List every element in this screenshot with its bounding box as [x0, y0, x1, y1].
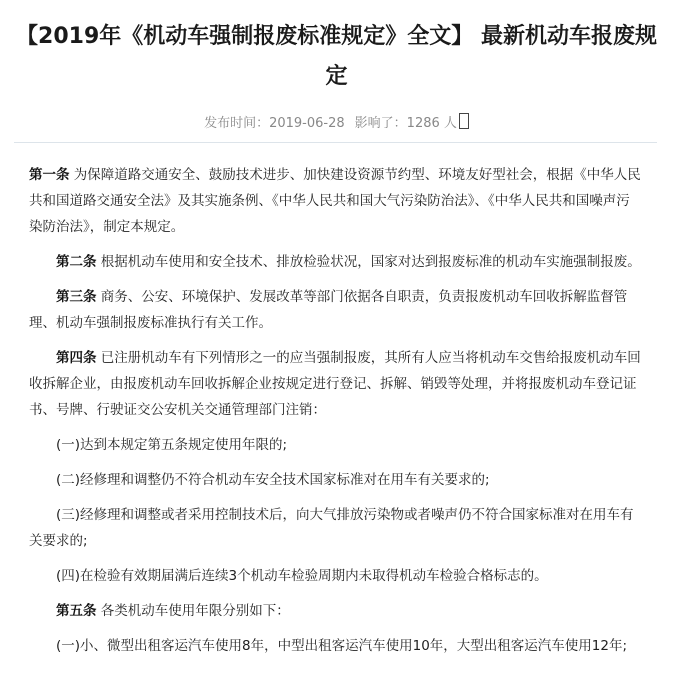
article-meta [0, 113, 673, 135]
article-paragraph [29, 633, 641, 659]
article-paragraph [29, 502, 641, 554]
article-paragraph [29, 249, 641, 275]
article-body [29, 162, 641, 668]
article-paragraph [29, 598, 641, 624]
clause-lead: 第一条 [29, 167, 70, 183]
article-paragraph [29, 284, 641, 336]
views-unit: 人 [439, 116, 457, 131]
clause-text: (三)经修理和调整或者采用控制技术后，向大气排放污染物或者噪声仍不符合国家标准对在用车有关要求的; [29, 507, 634, 549]
article-paragraph [29, 563, 641, 589]
clause-text: 各类机动车使用年限分别如下： [96, 603, 290, 619]
clause-lead: 第五条 [56, 603, 97, 619]
publish-time-label: 发布时间： [204, 116, 270, 131]
views-count: 1286 [406, 116, 440, 131]
box-icon [459, 113, 469, 129]
views-label: 影响了： [354, 116, 407, 131]
clause-lead: 第四条 [56, 350, 97, 366]
clause-text: 商务、公安、环境保护、发展改革等部门依据各自职责，负责报废机动车回收拆解监督管理、机动车强制报废标准执行有关工作。 [29, 289, 628, 331]
clause-text: (四)在检验有效期届满后连续3个机动车检验周期内未取得机动车检验合格标志的。 [56, 568, 548, 584]
article-paragraph [29, 432, 641, 458]
clause-lead: 第三条 [56, 289, 97, 305]
clause-text: 已注册机动车有下列情形之一的应当强制报废，其所有人应当将机动车交售给报废机动车回收拆解企业，由报废机动车回收拆解企业按规定进行登记、拆解、销毁等处理，并将报废机动车登记证书、号牌、行驶证交公安机关交通管理部门注销： [29, 350, 641, 418]
publish-date: 2019-06-28 [269, 116, 345, 131]
clause-text: (二)经修理和调整仍不符合机动车安全技术国家标准对在用车有关要求的; [56, 472, 490, 488]
article-paragraph [29, 345, 641, 423]
article-paragraph [29, 467, 641, 493]
article-paragraph [29, 162, 641, 240]
clause-text: (一)小、微型出租客运汽车使用8年，中型出租客运汽车使用10年，大型出租客运汽车使用12年; [56, 638, 628, 654]
clause-text: (一)达到本规定第五条规定使用年限的; [56, 437, 288, 453]
clause-lead: 第二条 [56, 254, 97, 270]
article-title: 【2019年《机动车强制报废标准规定》全文】 最新机动车报废规定 [16, 24, 657, 89]
title-divider [14, 142, 657, 143]
clause-text: 为保障道路交通安全、鼓励技术进步、加快建设资源节约型、环境友好型社会，根据《中华人民共和国道路交通安全法》及其实施条例、《中华人民共和国大气污染防治法》、《中华人民共和国噪声污染防治法》，制定本规定。 [29, 167, 641, 235]
clause-text: 根据机动车使用和安全技术、排放检验状况，国家对达到报废标准的机动车实施强制报废。 [96, 254, 641, 270]
